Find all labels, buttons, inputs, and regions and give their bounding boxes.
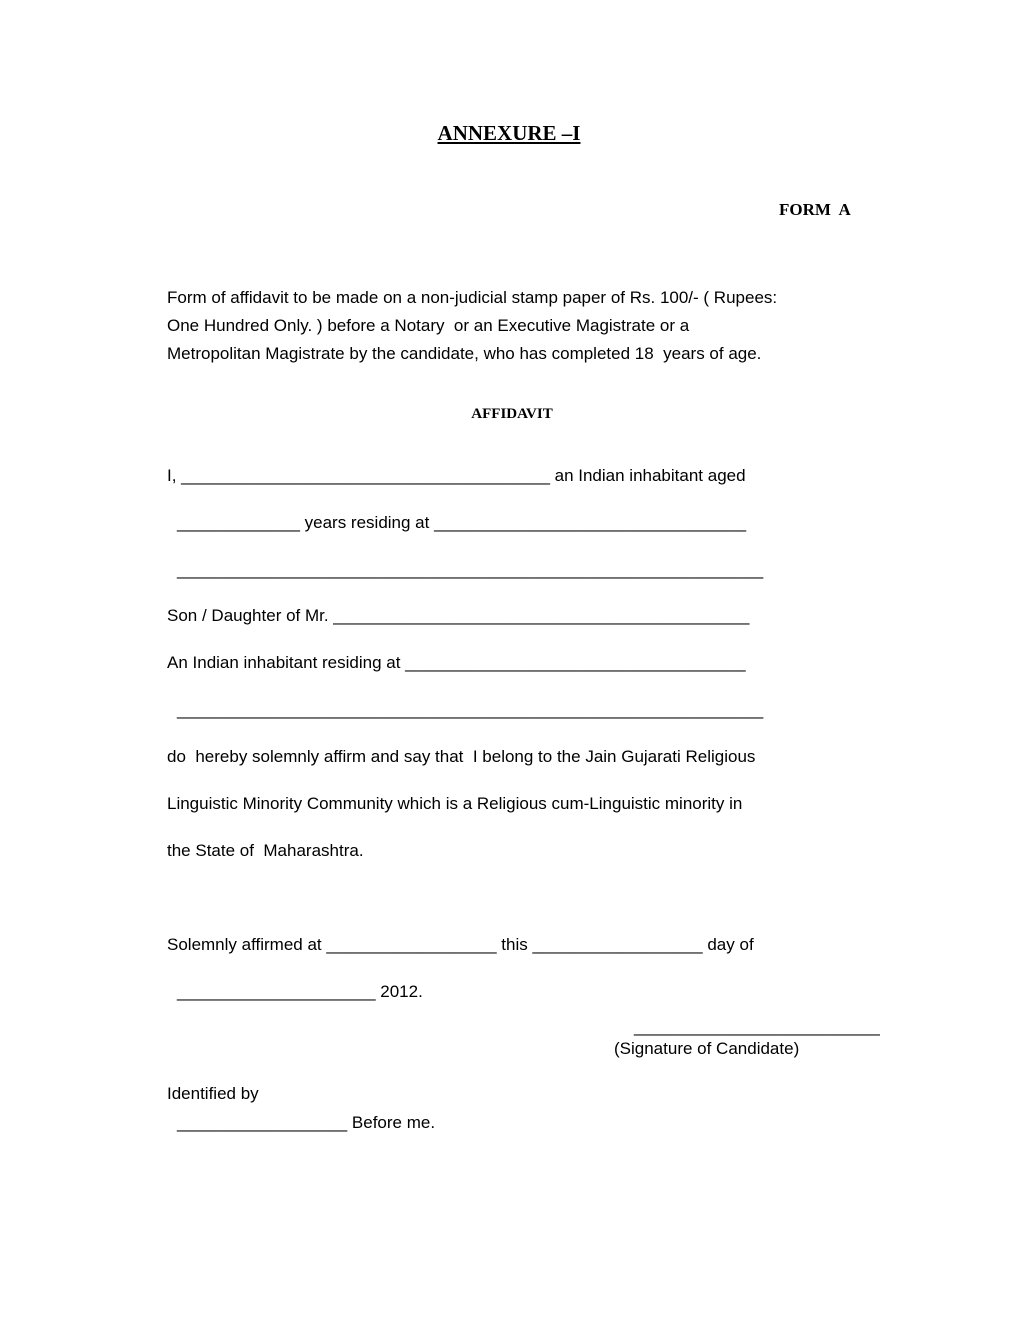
annexure-title: ANNEXURE –I: [437, 121, 581, 145]
name-line: I, _______________________________________ an Indian inhabitant aged: [167, 466, 746, 485]
parent-address-continuation-line: ______________________________________________________________: [177, 700, 764, 719]
statement-line-2: Linguistic Minority Community which is a Religious cum-Linguistic minority in: [167, 794, 743, 813]
parent-name-line: Son / Daughter of Mr. ____________________________________________: [167, 606, 750, 625]
statement-line-1: do hereby solemnly affirm and say that I belong to the Jain Gujarati Religious: [167, 747, 756, 766]
intro-line-3: Metropolitan Magistrate by the candidate, who has completed 18 years of age.: [167, 344, 762, 363]
affirmed-place-line: Solemnly affirmed at __________________ this __________________ day of: [167, 935, 754, 954]
identified-by-label: Identified by: [167, 1084, 259, 1103]
affirmed-year-line: _____________________ 2012.: [177, 982, 423, 1001]
parent-address-line: An Indian inhabitant residing at ____________________________________: [167, 653, 746, 672]
signature-caption: (Signature of Candidate): [614, 1039, 800, 1058]
intro-line-1: Form of affidavit to be made on a non-judicial stamp paper of Rs. 100/- ( Rupees:: [167, 288, 778, 307]
intro-line-2: One Hundred Only. ) before a Notary or an Executive Magistrate or a: [167, 316, 690, 335]
age-residence-line: _____________ years residing at _________________________________: [177, 513, 747, 532]
address-continuation-line: ______________________________________________________________: [177, 560, 764, 579]
statement-line-3: the State of Maharashtra.: [167, 841, 364, 860]
affidavit-heading: AFFIDAVIT: [471, 406, 553, 422]
form-label: FORM A: [779, 200, 851, 219]
before-me-line: __________________ Before me.: [177, 1113, 436, 1132]
signature-blank: __________________________: [634, 1017, 880, 1036]
